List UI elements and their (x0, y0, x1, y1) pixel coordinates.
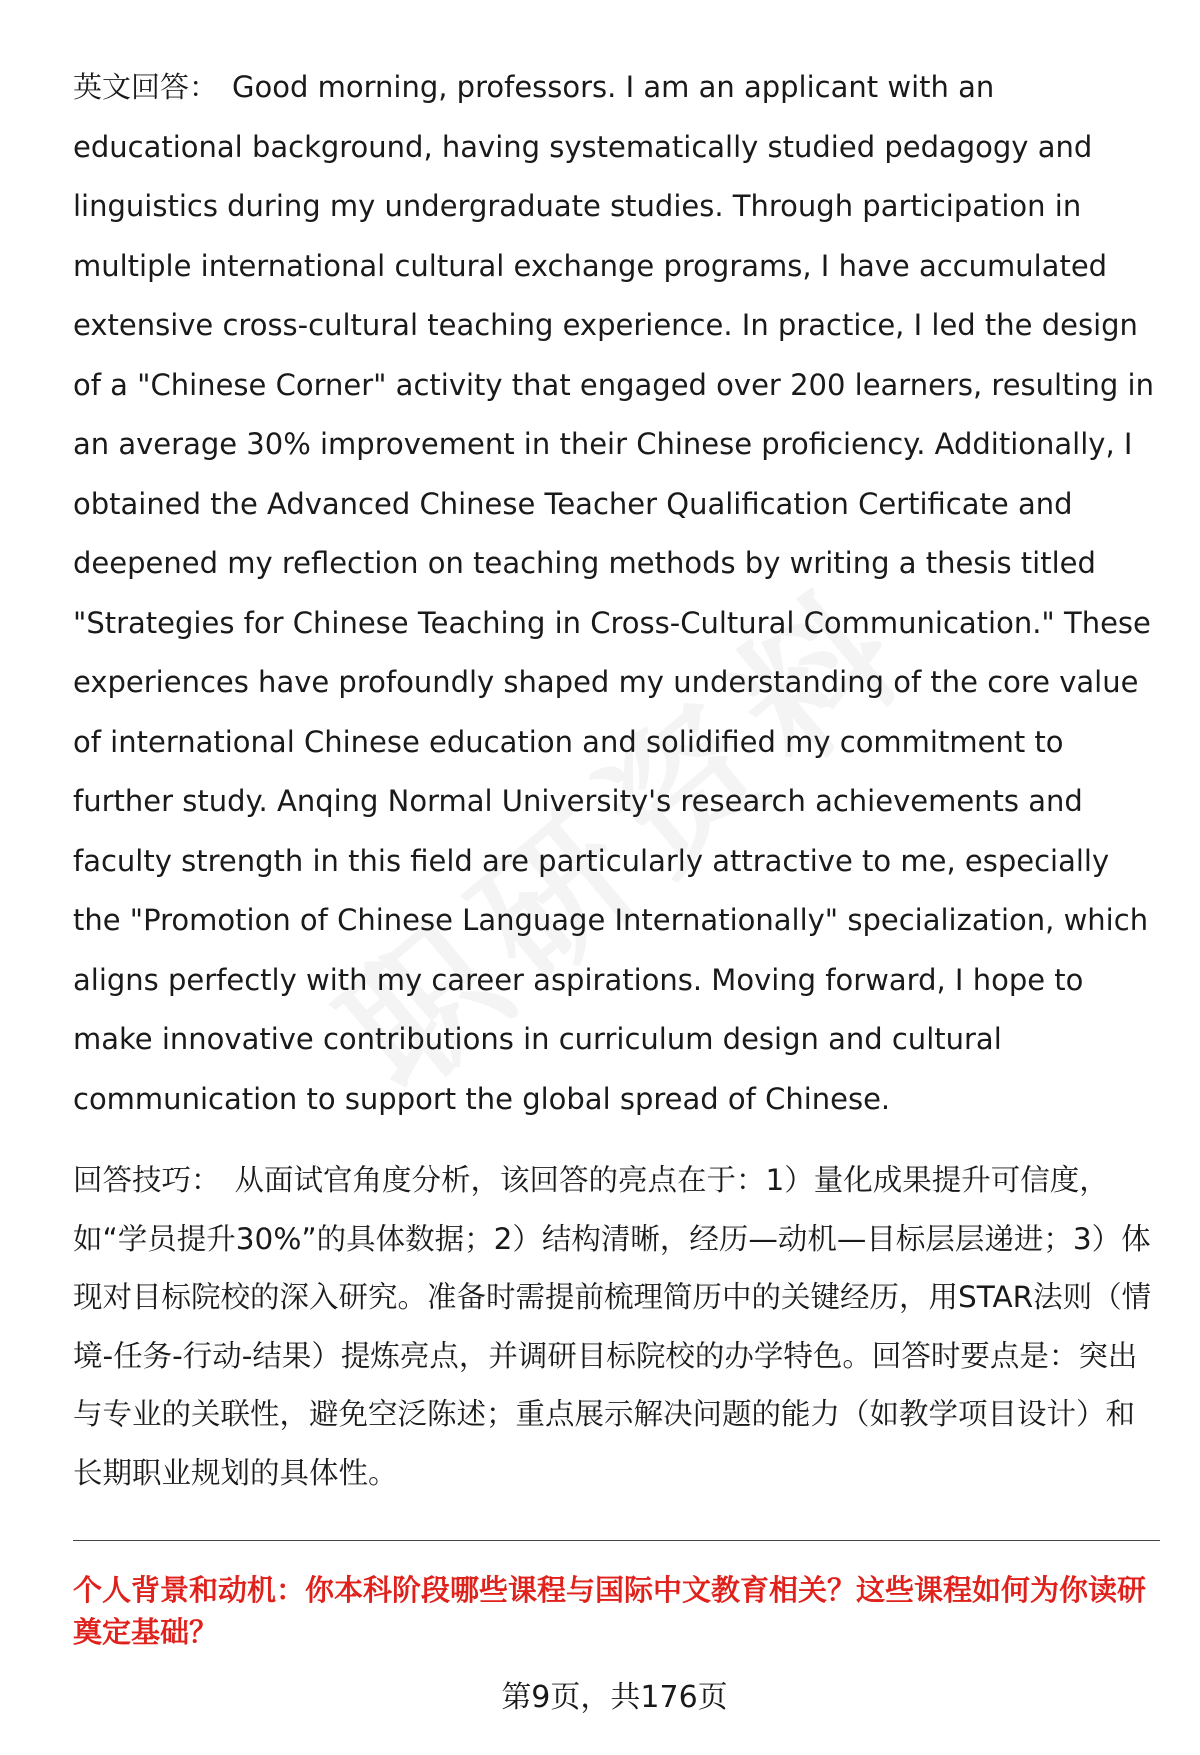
document-body (73, 58, 1163, 1653)
answer-tips-paragraph (73, 1151, 1163, 1502)
next-question-heading: 个人背景和动机：你本科阶段哪些课程与国际中文教育相关？这些课程如何为你读研奠定基础？ (73, 1573, 1147, 1649)
english-answer-label: 英文回答： (73, 70, 219, 104)
page-number: 第9页，共176页 (501, 1680, 728, 1715)
english-answer-text: Good morning, professors. I am an applicant with an educational background, having systematically studied pedagogy and linguistics during my undergraduate studies. Through participation in multiple international cultural exchange programs, I have accumulated extensive cross-cultural teaching experience. In practice, I led the design of a "Chinese Corner" activity that engaged over 200 learners, resulting in an average 30% improvement in their Chinese proficiency. Additionally, I obtained the Advanced Chinese Teacher Qualification Certificate and deepened my reflection on teaching methods by writing a thesis titled "Strategies for Chinese Teaching in Cross-Cultural Communication." These experiences have profoundly shaped my understanding of the core value of international Chinese education and solidified my commitment to further study. Anqing Normal University's research achievements and faculty strength in this field are particularly attractive to me, especially the "Promotion of Chinese Language Internationally" specialization, which aligns perfectly with my career aspirations. Moving forward, I hope to make innovative contributions in curriculum design and cultural communication to support the global spread of Chinese. (73, 70, 1154, 1116)
answer-tips-text: 从面试官角度分析，该回答的亮点在于：1）量化成果提升可信度，如“学员提升30%”的具体数据；2）结构清晰，经历—动机—目标层层递进；3）体现对目标院校的深入研究。准备时需提前梳理简历中的关键经历，用STAR法则（情境-任务-行动-结果）提炼亮点，并调研目标院校的办学特色。回答时要点是：突出与专业的关联性，避免空泛陈述；重点展示解决问题的能力（如教学项目设计）和长期职业规划的具体性。 (73, 1163, 1152, 1490)
answer-tips-label: 回答技巧： (73, 1163, 221, 1197)
english-answer-paragraph (73, 58, 1163, 1129)
section-divider (73, 1540, 1160, 1541)
